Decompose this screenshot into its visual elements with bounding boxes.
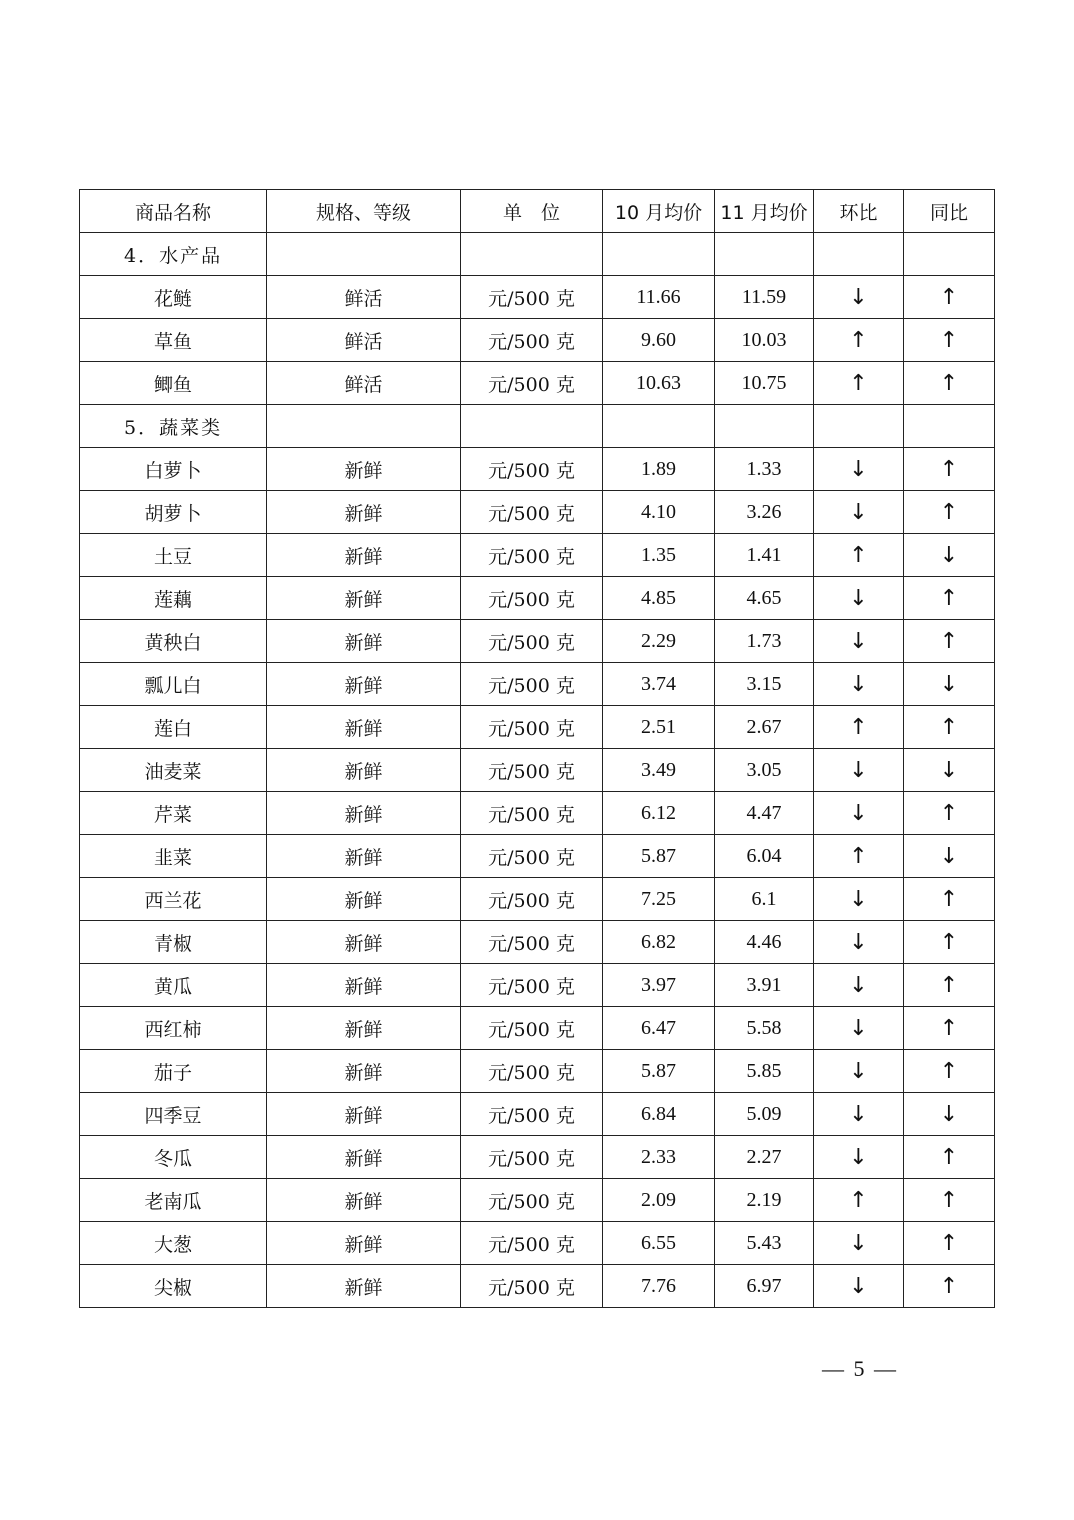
cell-unit: 元/500 克 <box>461 792 603 835</box>
cell-oct-price: 3.49 <box>603 749 715 792</box>
cell-nov-price: 5.58 <box>715 1007 814 1050</box>
empty-cell <box>461 405 603 448</box>
cell-yoy-arrow: ↑ <box>904 362 995 405</box>
cell-yoy-arrow: ↓ <box>904 534 995 577</box>
cell-yoy-arrow: ↑ <box>904 577 995 620</box>
cell-oct-price: 6.82 <box>603 921 715 964</box>
cell-name: 花鲢 <box>80 276 267 319</box>
table-row <box>80 835 995 878</box>
header-oct-price: 10 月均价 <box>603 190 715 233</box>
cell-nov-price: 1.41 <box>715 534 814 577</box>
header-mom: 环比 <box>814 190 904 233</box>
empty-cell <box>267 233 461 276</box>
cell-oct-price: 10.63 <box>603 362 715 405</box>
cell-unit: 元/500 克 <box>461 534 603 577</box>
cell-spec: 鲜活 <box>267 319 461 362</box>
cell-yoy-arrow: ↑ <box>904 792 995 835</box>
cell-name: 尖椒 <box>80 1265 267 1308</box>
cell-unit: 元/500 克 <box>461 749 603 792</box>
table-row <box>80 663 995 706</box>
cell-oct-price: 4.10 <box>603 491 715 534</box>
cell-name: 白萝卜 <box>80 448 267 491</box>
table-header-row <box>80 190 995 233</box>
cell-spec: 新鲜 <box>267 749 461 792</box>
cell-nov-price: 5.85 <box>715 1050 814 1093</box>
cell-yoy-arrow: ↑ <box>904 964 995 1007</box>
table-row <box>80 491 995 534</box>
cell-mom-arrow: ↑ <box>814 1179 904 1222</box>
cell-name: 西兰花 <box>80 878 267 921</box>
empty-cell <box>814 233 904 276</box>
table-row <box>80 1050 995 1093</box>
cell-unit: 元/500 克 <box>461 276 603 319</box>
cell-mom-arrow: ↓ <box>814 577 904 620</box>
table-row <box>80 792 995 835</box>
cell-spec: 新鲜 <box>267 1265 461 1308</box>
section-title: 5．蔬菜类 <box>80 405 267 448</box>
cell-unit: 元/500 克 <box>461 319 603 362</box>
table-row <box>80 448 995 491</box>
cell-spec: 新鲜 <box>267 792 461 835</box>
cell-yoy-arrow: ↑ <box>904 319 995 362</box>
cell-mom-arrow: ↓ <box>814 1265 904 1308</box>
cell-name: 黄瓜 <box>80 964 267 1007</box>
cell-unit: 元/500 克 <box>461 835 603 878</box>
section-header-row <box>80 405 995 448</box>
cell-spec: 新鲜 <box>267 534 461 577</box>
cell-oct-price: 2.29 <box>603 620 715 663</box>
cell-mom-arrow: ↓ <box>814 964 904 1007</box>
cell-spec: 新鲜 <box>267 1222 461 1265</box>
cell-mom-arrow: ↓ <box>814 1093 904 1136</box>
cell-yoy-arrow: ↑ <box>904 878 995 921</box>
cell-nov-price: 2.67 <box>715 706 814 749</box>
empty-cell <box>904 233 995 276</box>
cell-unit: 元/500 克 <box>461 1179 603 1222</box>
cell-nov-price: 6.1 <box>715 878 814 921</box>
cell-oct-price: 7.25 <box>603 878 715 921</box>
empty-cell <box>267 405 461 448</box>
cell-spec: 新鲜 <box>267 964 461 1007</box>
table-row <box>80 319 995 362</box>
cell-oct-price: 1.35 <box>603 534 715 577</box>
table-body <box>80 233 995 1308</box>
cell-oct-price: 9.60 <box>603 319 715 362</box>
empty-cell <box>715 233 814 276</box>
cell-spec: 新鲜 <box>267 577 461 620</box>
cell-spec: 新鲜 <box>267 706 461 749</box>
cell-name: 油麦菜 <box>80 749 267 792</box>
cell-nov-price: 3.15 <box>715 663 814 706</box>
cell-nov-price: 4.65 <box>715 577 814 620</box>
cell-unit: 元/500 克 <box>461 663 603 706</box>
cell-spec: 新鲜 <box>267 1179 461 1222</box>
cell-oct-price: 11.66 <box>603 276 715 319</box>
empty-cell <box>461 233 603 276</box>
table-row <box>80 1136 995 1179</box>
cell-yoy-arrow: ↑ <box>904 921 995 964</box>
table-row <box>80 706 995 749</box>
cell-unit: 元/500 克 <box>461 921 603 964</box>
cell-spec: 新鲜 <box>267 835 461 878</box>
empty-cell <box>715 405 814 448</box>
cell-spec: 新鲜 <box>267 491 461 534</box>
cell-name: 莲白 <box>80 706 267 749</box>
cell-mom-arrow: ↑ <box>814 835 904 878</box>
cell-spec: 新鲜 <box>267 620 461 663</box>
cell-mom-arrow: ↓ <box>814 878 904 921</box>
table-row <box>80 1222 995 1265</box>
price-table <box>79 189 995 1308</box>
cell-yoy-arrow: ↑ <box>904 1136 995 1179</box>
cell-unit: 元/500 克 <box>461 1136 603 1179</box>
cell-oct-price: 3.97 <box>603 964 715 1007</box>
cell-oct-price: 2.51 <box>603 706 715 749</box>
cell-unit: 元/500 克 <box>461 964 603 1007</box>
cell-name: 茄子 <box>80 1050 267 1093</box>
cell-spec: 新鲜 <box>267 1050 461 1093</box>
cell-unit: 元/500 克 <box>461 706 603 749</box>
section-header-row <box>80 233 995 276</box>
cell-mom-arrow: ↓ <box>814 1007 904 1050</box>
cell-mom-arrow: ↓ <box>814 921 904 964</box>
cell-mom-arrow: ↓ <box>814 620 904 663</box>
cell-nov-price: 2.19 <box>715 1179 814 1222</box>
cell-name: 老南瓜 <box>80 1179 267 1222</box>
cell-oct-price: 5.87 <box>603 1050 715 1093</box>
table-row <box>80 1093 995 1136</box>
cell-nov-price: 10.03 <box>715 319 814 362</box>
cell-spec: 新鲜 <box>267 663 461 706</box>
cell-spec: 新鲜 <box>267 1136 461 1179</box>
table-row <box>80 1265 995 1308</box>
cell-name: 芹菜 <box>80 792 267 835</box>
cell-name: 大葱 <box>80 1222 267 1265</box>
table-row <box>80 577 995 620</box>
cell-mom-arrow: ↓ <box>814 448 904 491</box>
cell-name: 四季豆 <box>80 1093 267 1136</box>
cell-spec: 新鲜 <box>267 878 461 921</box>
cell-name: 胡萝卜 <box>80 491 267 534</box>
cell-yoy-arrow: ↑ <box>904 1007 995 1050</box>
cell-mom-arrow: ↓ <box>814 792 904 835</box>
cell-nov-price: 6.97 <box>715 1265 814 1308</box>
cell-mom-arrow: ↓ <box>814 749 904 792</box>
cell-oct-price: 6.84 <box>603 1093 715 1136</box>
cell-unit: 元/500 克 <box>461 1265 603 1308</box>
table-row <box>80 276 995 319</box>
cell-yoy-arrow: ↓ <box>904 835 995 878</box>
cell-nov-price: 3.05 <box>715 749 814 792</box>
page-number: — 5 — <box>822 1356 898 1381</box>
table-row <box>80 749 995 792</box>
cell-mom-arrow: ↓ <box>814 1222 904 1265</box>
section-title: 4．水产品 <box>80 233 267 276</box>
cell-unit: 元/500 克 <box>461 577 603 620</box>
cell-oct-price: 6.47 <box>603 1007 715 1050</box>
cell-unit: 元/500 克 <box>461 448 603 491</box>
cell-yoy-arrow: ↑ <box>904 706 995 749</box>
cell-oct-price: 5.87 <box>603 835 715 878</box>
cell-mom-arrow: ↑ <box>814 706 904 749</box>
table-row <box>80 362 995 405</box>
cell-nov-price: 10.75 <box>715 362 814 405</box>
cell-yoy-arrow: ↑ <box>904 620 995 663</box>
cell-yoy-arrow: ↓ <box>904 1093 995 1136</box>
cell-yoy-arrow: ↑ <box>904 1179 995 1222</box>
cell-nov-price: 4.47 <box>715 792 814 835</box>
table-row <box>80 1007 995 1050</box>
cell-nov-price: 3.26 <box>715 491 814 534</box>
cell-name: 黄秧白 <box>80 620 267 663</box>
cell-mom-arrow: ↑ <box>814 534 904 577</box>
cell-unit: 元/500 克 <box>461 1093 603 1136</box>
cell-mom-arrow: ↓ <box>814 491 904 534</box>
cell-name: 冬瓜 <box>80 1136 267 1179</box>
cell-oct-price: 4.85 <box>603 577 715 620</box>
cell-unit: 元/500 克 <box>461 1050 603 1093</box>
cell-unit: 元/500 克 <box>461 620 603 663</box>
empty-cell <box>814 405 904 448</box>
empty-cell <box>603 405 715 448</box>
cell-mom-arrow: ↓ <box>814 663 904 706</box>
cell-nov-price: 5.09 <box>715 1093 814 1136</box>
cell-spec: 新鲜 <box>267 448 461 491</box>
cell-oct-price: 1.89 <box>603 448 715 491</box>
cell-yoy-arrow: ↓ <box>904 663 995 706</box>
header-name: 商品名称 <box>80 190 267 233</box>
cell-name: 青椒 <box>80 921 267 964</box>
cell-yoy-arrow: ↑ <box>904 1050 995 1093</box>
table-row <box>80 620 995 663</box>
cell-unit: 元/500 克 <box>461 1222 603 1265</box>
cell-unit: 元/500 克 <box>461 1007 603 1050</box>
cell-mom-arrow: ↓ <box>814 276 904 319</box>
header-spec: 规格、等级 <box>267 190 461 233</box>
cell-unit: 元/500 克 <box>461 491 603 534</box>
table-row <box>80 964 995 1007</box>
cell-yoy-arrow: ↑ <box>904 448 995 491</box>
cell-spec: 鲜活 <box>267 362 461 405</box>
cell-oct-price: 6.12 <box>603 792 715 835</box>
cell-yoy-arrow: ↑ <box>904 276 995 319</box>
cell-unit: 元/500 克 <box>461 362 603 405</box>
cell-nov-price: 11.59 <box>715 276 814 319</box>
cell-oct-price: 2.33 <box>603 1136 715 1179</box>
cell-oct-price: 2.09 <box>603 1179 715 1222</box>
cell-name: 土豆 <box>80 534 267 577</box>
cell-yoy-arrow: ↑ <box>904 1222 995 1265</box>
cell-nov-price: 2.27 <box>715 1136 814 1179</box>
cell-nov-price: 1.33 <box>715 448 814 491</box>
table-row <box>80 1179 995 1222</box>
cell-yoy-arrow: ↑ <box>904 1265 995 1308</box>
cell-nov-price: 6.04 <box>715 835 814 878</box>
cell-name: 鲫鱼 <box>80 362 267 405</box>
header-yoy: 同比 <box>904 190 995 233</box>
table-row <box>80 921 995 964</box>
cell-yoy-arrow: ↓ <box>904 749 995 792</box>
cell-nov-price: 5.43 <box>715 1222 814 1265</box>
empty-cell <box>904 405 995 448</box>
empty-cell <box>603 233 715 276</box>
cell-nov-price: 3.91 <box>715 964 814 1007</box>
cell-spec: 新鲜 <box>267 921 461 964</box>
cell-spec: 新鲜 <box>267 1007 461 1050</box>
cell-oct-price: 3.74 <box>603 663 715 706</box>
cell-oct-price: 7.76 <box>603 1265 715 1308</box>
cell-nov-price: 1.73 <box>715 620 814 663</box>
cell-mom-arrow: ↓ <box>814 1050 904 1093</box>
cell-oct-price: 6.55 <box>603 1222 715 1265</box>
cell-name: 莲藕 <box>80 577 267 620</box>
cell-spec: 鲜活 <box>267 276 461 319</box>
table-row <box>80 534 995 577</box>
cell-name: 韭菜 <box>80 835 267 878</box>
header-unit: 单 位 <box>461 190 603 233</box>
cell-name: 西红柿 <box>80 1007 267 1050</box>
cell-mom-arrow: ↓ <box>814 1136 904 1179</box>
cell-spec: 新鲜 <box>267 1093 461 1136</box>
cell-mom-arrow: ↑ <box>814 362 904 405</box>
cell-name: 草鱼 <box>80 319 267 362</box>
cell-unit: 元/500 克 <box>461 878 603 921</box>
cell-name: 瓢儿白 <box>80 663 267 706</box>
cell-yoy-arrow: ↑ <box>904 491 995 534</box>
header-nov-price: 11 月均价 <box>715 190 814 233</box>
cell-mom-arrow: ↑ <box>814 319 904 362</box>
cell-nov-price: 4.46 <box>715 921 814 964</box>
table-row <box>80 878 995 921</box>
